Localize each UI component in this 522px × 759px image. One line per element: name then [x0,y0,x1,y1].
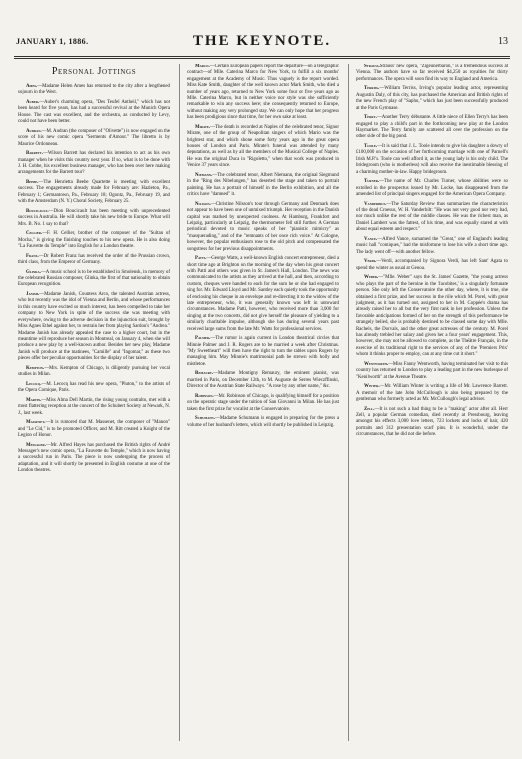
jotting-name: Terriss. [364,86,380,92]
jotting-name: Janish. [26,292,40,298]
jotting-name: Zell. [364,406,375,412]
page-number: 13 [497,35,508,47]
jotting-item [356,64,508,83]
header-rule [14,56,510,57]
jotting-name: Strauss. [364,64,380,69]
jotting-text: —Dr Robert Franz has received the order of the Prussian crown, third class, from the Emperor of Germany. [18,253,170,266]
jotting-text: —Dion Boucicault has been meeting with unprecedented success in Australia. He will shortly take his new bride to Europe. What will Mrs. B. No. 1 say to that? [18,208,170,227]
jotting-item [18,443,170,475]
jotting-item [18,180,170,206]
jotting-item [18,100,170,126]
jotting-text: —Mrs. Kempton of Chicago, is diligently pursuing her vocal studies in Milan. [18,365,170,378]
jotting-item [187,202,339,253]
jotting-item [356,259,508,272]
jotting-item [187,336,339,368]
jotting-text: —Certain European papers report the departure—on a telegraphic contract—of Mlle. Caterina Marco for New York, to fulfill a six months' engagement at the Academy of Music. Thus vaguely is the report worded. Miss Kate Smith, daughter of the well known actor Mark Smith, who died a number of years ago, returned to New York some four or five years ago as Mlle. Caterina Marco, but in neither voice nor style was she sufficiently remarkable to win any success here; she consequently returned to Europe, without making any very prolonged stay. We can only hope that her progress has been prodigious since that time, for her own sake at least. [187,64,339,121]
jotting-text: —Wilson Barrett has declared his intention to act as his own manager when he visits this country next year. If so, what is to be done with J. H. Cobbe, his excellent business manager, who has been over here making arrangements for the Barrett tour? [18,151,170,176]
column-1 [18,64,170,741]
jotting-name: Nilsson. [195,201,211,207]
jotting-name: Ames. [26,84,38,89]
jotting-text: —"Mlle. Weber" says the St. James' Gazette, "the young actress who plays the part of the heroine in the 'Jacobites,' is a singularly fortunate person. She only left the Conservatoire the other day, where, it is true, she obtained a first prize, and her success in the rôle which M. Porel, with great judgment, as it has turned out, assigned to her in M. Coppée's drama has already raised her to all but the very first rank in her profession. Unless the favorable anticipations formed of her on the strength of this performance be strangely belied, she is probably destined to be classed some day with Mlle. Rachels, the Dorvals, and the other great actresses of the century. M. Porel has already trebled her salary and given her a four years' engagement. This, however, she may not be allowed to complete, as the Théâtre Français, in the exercise of its traditional right to the services of any of the 'Premiers Prix' whom it thinks proper to employ, can at any time cut it short." [356,275,508,358]
jotting-item [187,371,339,390]
jotting-text: —The rumor is again current in London theatrical circles that Minnie Palmer and J. R. Rogers are to be married a week after Christmas. "My Sweetheart" will then have the right to turn the tables upon Rogers by managing him. May Minnie's matrimonial path be strewn with holly and mistletoe. [187,336,339,367]
jotting-item [187,173,339,199]
jotting-item [18,209,170,228]
jotting-text: —The death is recorded at Naples of the celebrated tenor, Signor Mirate, one of the group of Neapolitan singers of which Mario was the brightest star, and which shone some forty years ago in the great opera houses of London and Paris. Mirate's funeral was attended by many deputations, as well as by all the members of the Musical College of Naples. He was the original Duca in "Rigoletto," when that work was produced in Venice 37 years since. [187,124,339,169]
jotting-item [356,362,508,381]
column-3 [348,64,508,741]
jotting-name: Auber. [26,100,40,105]
jotting-item [18,270,170,289]
jotting-name: Beebe. [26,180,39,186]
jotting-item [18,292,170,362]
jotting-item [356,407,508,439]
jotting-item [18,231,170,250]
jotting-name: Wentworth. [364,361,389,367]
jotting-name: Niemann. [195,172,213,178]
jotting-name: Toole. [364,144,378,150]
jotting-name: Vance. [364,236,378,242]
jotting-item [18,398,170,417]
jotting-text: —M. Audran (the composer of "Olivette") is now engaged on the score of his new comic opera "Serments d'Amour." The libretto is by Maurice Ordonneau. [18,128,170,147]
jotting-name: Weber. [364,275,379,281]
jotting-name: Patti. [195,256,207,262]
jotting-item [356,237,508,256]
jotting-item [356,202,508,234]
column-2 [179,64,339,741]
jotting-item [18,382,170,395]
jotting-name: Lecocq. [26,381,42,387]
jotting-text: —It is not such a bad thing to be a "making" actor after all. Herr Zell, a popular German comedian, died recently at Pressbourg, leaving amongst his effects 3,000 love letters, 723 lockets and locks of hair, 420 portraits and 312 presentation scarf pins. It is wonderful, under the circumstances, that he did not die before. [356,406,508,438]
jotting-text: —George Watts, a well-known English concert entrepreneur, died a short time ago at Brighton on the morning of the day when his great concert with Patti and others was given in St. James's Hall, London. The news was communicated to the artists as they arrived at the hall, and then, according to custom, cheques were handed to each for the sum he or she had engaged to sing for. Mr. Edward Lloyd and Mr. Santley each quietly took the opportunity of enclosing his cheque in an envelope and re-directing it to the widow of the late entrepreneur, who, it was generally known was left in untoward circumstances. Madame Patti, however, who received more than 3,000 for singing at the two concerts, did not give herself the pleasure of yielding to a similarly charitable impulse, although she has during several years past received large sums from the late Mr. Watts for professional services. [187,256,339,332]
jotting-name: Messager. [26,442,46,448]
jotting-name: Marco. [195,64,210,69]
jotting-item [356,275,508,358]
jotting-name: Verdi. [364,259,377,265]
jotting-text: —Mr. Robinson of Chicago, is qualifying himself for a position on the operatic stage under the tuition of San Giovanni in Milan. He has just taken the first prize for vocalist at the Conservatoire. [187,393,339,412]
jotting-text: —The name of Mr. Charles Turner, whose abilities were so extolled in the prospectus issued by Mr. Locke, has disappeared from the amended list of principal singers engaged for the American Opera Company. [356,179,508,198]
jotting-text: —Mr. William Winter is writing a life of Mr. Lawrence Barrett. A memoir of the late John McCullough is also being prepared by the gentleman who formerly acted as Mr. McCullough's legal adviser. [356,384,508,402]
jotting-item [187,394,339,413]
jotting-text: Strauss' new opera, "Zigeunerbaron," is a tremendous success at Vienna. The authors have so far received $4,250 as royalties for thirty performances. The opera will soon find its way to England and America. [356,64,508,82]
jotting-name: Boucicault. [26,208,49,214]
jotting-item [356,115,508,141]
jotting-name: Franz. [26,253,39,259]
jotting-item [356,384,508,403]
columns [18,64,508,741]
jotting-item [18,84,170,97]
jotting-name: Audran. [26,128,42,134]
jotting-name: Winter. [364,384,380,390]
jotting-text: —Verdi, accompanied by Signora Verdi, has left Sant' Agata to spend the winter as usual at Genoa. [356,259,508,271]
jotting-item [356,179,508,198]
jotting-item [18,151,170,177]
jotting-text: —Mr. Alfred Hayes has purchased the British rights of André Messager's new comic opera, "La Fauvette du Temple," which is now having a successful run in Paris. The piece is now undergoing the process of adaptation, and it will shortly be presented in English costume at one of the London theatres. [18,442,170,474]
jotting-item [356,86,508,112]
jotting-text: —The Henrietta Beebe Quartette is meeting with excellent success. The engagements already made for February are: Hazleton, Pa., February 1; Germantown, Pa., February 18; Ogontz, Pa., February 19, and with the Amsterdam (N. Y.) Choral Society, February 25. [18,180,170,205]
jotting-item [18,366,170,379]
jotting-text: —The Saturday Review thus summarizes the characteristics of the dead Croesus, W. H. Vanderbilt: "He was not very good nor very bad, nor much unlike the rest of the middle classes. He was the richest man, as Daniel Lambert was the fattest, of his time, and was equally stared at with about equal esteem and respect." [356,201,508,233]
header-rule [14,58,510,59]
jotting-text: —It is said that J. L. Toole intends to give his daughter a dowry of £100,000 on the occasion of her forthcoming marriage with one of Parnell's Irish M.P.'s. Toole can well afford it, as the young lady is his only child. The bridegroom (who is motherless) will also receive the inestimable blessing of a charming mother-in-law. Happy bridegroom. [356,144,508,175]
jotting-text: —Christine Nilsson's tour through Germany and Denmark does not appear to have been one of unmixed triumph. Her reception in the Danish capital was marked by unexpected coolness. At Hamburg, Frankfort and Leipzig, particularly at Leipzig, the thermometer fell still further. A German periodical devoted to music speaks of her "pianistic mimicry" as "masquerading," and of the "remnants of her once rich voice." At Cologne, however, the popular enthusiasm rose to the old pitch and compensated the songstress for her previous disappointments. [187,201,339,252]
jotting-item [18,129,170,148]
jotting-item [356,144,508,176]
section-title: Personal Jottings [51,66,137,77]
jotting-text: —Auber's charming opera, "Des Teufel Antheil," which has not been heard for five years, has had a successful revival at the Munich Opera House. The cast was excellent, and the orchestra, as conducted by Levy, could not have been better. [18,100,170,125]
jotting-name: Turner. [364,179,380,185]
jotting-name: Cellier. [26,231,43,237]
jotting-name: Remaury. [195,371,214,377]
page-header [16,28,508,54]
jotting-name: Massenet. [26,420,46,426]
jotting-text: —William Terriss, Irving's popular leading actor, representing Augustin Daly, of this city, has purchased the American and British rights of the new French play of "Sapho," which has just been successfully produced at the Paris Gymnase. [356,86,508,111]
jotting-item [187,416,339,429]
jotting-item [18,254,170,267]
jotting-name: Robinson. [195,393,214,399]
jotting-text: —Madame Schumann is engaged in preparing for the press a volume of her husband's letters, which will shortly be published in Leipzig. [187,416,339,428]
jotting-item [187,64,339,122]
jotting-text: —Miss Fanny Wentworth, having terminated her visit to this country has returned to London to play a leading part in the new burlesque of "Kenilworth" at the Avenue Theatre. [356,361,508,380]
jotting-name: Palmer. [195,336,211,342]
jotting-text: —Miss Alma Dell Martin, the rising young contralto, met with a most flattering reception at the concert of the Schubert Society at Newark, N. J., last week. [18,397,170,416]
jotting-name: Martin. [26,397,42,403]
jotting-text: —The celebrated tenor, Albert Niemann, the original Siegmund in the "Ring des Nibelungen," has deserted the stage and taken to portrait painting. He has a portrait of himself in the Berlin exhibition, and all the critics have "damned" it. [187,172,339,198]
jotting-name: Glinka. [26,269,41,275]
jotting-text: —It is rumored that M. Massenet, the composer of "Manon" and "Le Cid," is to be promoted Officer, and M. Ritt created a Knight of the Legion of Honor. [18,420,170,438]
masthead-title: THE KEYNOTE. [192,32,332,49]
jotting-item [187,256,339,333]
jotting-name: Kempton. [26,365,45,371]
jotting-text: —Madame Janish, Countess Arco, the talented Austrian actress, who but recently was the idol of Vienna and Berlin, and whose performances in this country have excited so much interest, has been compelled to take her company to New York in spite of the success she was meeting with everywhere, owing to the adverse decision in the injunction suit, brought by Miss Agnes Ethel against her, to restrain her from playing Sardou's "Andrea." Madame Janish has already appealed the case to a higher court, but in the meantime will reproduce her season in Montreal, on January 4, when she will produce a new play by a well-known author. Besides her new play, Madame Janish will produce at the matinees, "Camille" and "Ingomar," as these two pieces offer her peculiar opportunities for the display of her talent. [18,292,170,362]
issue-date: JANUARY 1, 1886. [16,36,89,46]
jotting-text: —F. H. Cellier, brother of the composer of the "Sultan of Mocha," is giving the finishing touches to his new opera. He is also doing "La Fauvette du Temple" into English for a London theatre. [18,231,170,250]
jotting-text: —A music school is to be established in Smolensk, in memory of the celebrated Russian composer, Glinka, the first of that nationality to obtain European recognition. [18,269,170,288]
jotting-text: —Madame Helen Ames has returned to the city after a lengthened sojourn in the West. [18,84,170,96]
jotting-name: Vanderbilt. [364,201,387,207]
jotting-item [187,125,339,170]
jotting-name: Mirate. [195,124,211,130]
jotting-item [18,420,170,439]
jotting-name: Schumann. [195,416,215,422]
jotting-text: —Another Terry débutante. A little niece of Ellen Terry's has been engaged to play a child's part in the forthcoming new play at the London Haymarket. The Terry family are scattered all over the profession on the other side of the big pond. [356,115,508,140]
jotting-name: Barrett. [26,151,43,157]
jotting-name: Terry. [364,115,377,121]
jotting-text: —Alfred Vance, surnamed the "Great," one of England's leading music hall "comiques," had the misfortune to lose his wife a short time ago. The lady went off—with another fellow. [356,236,508,255]
jotting-text: —Madame Montigny Remaury, the eminent pianist, was married in Paris, on December 12th, to M. Auguste de Serres Wieczffinski, Director of the Austrian State Railways. "A rose by any other name," &c. [187,371,339,390]
jotting-text: —M. Lecocq has read his new opera, "Pluton," to the artists of the Opera Comique, Paris. [18,381,170,394]
